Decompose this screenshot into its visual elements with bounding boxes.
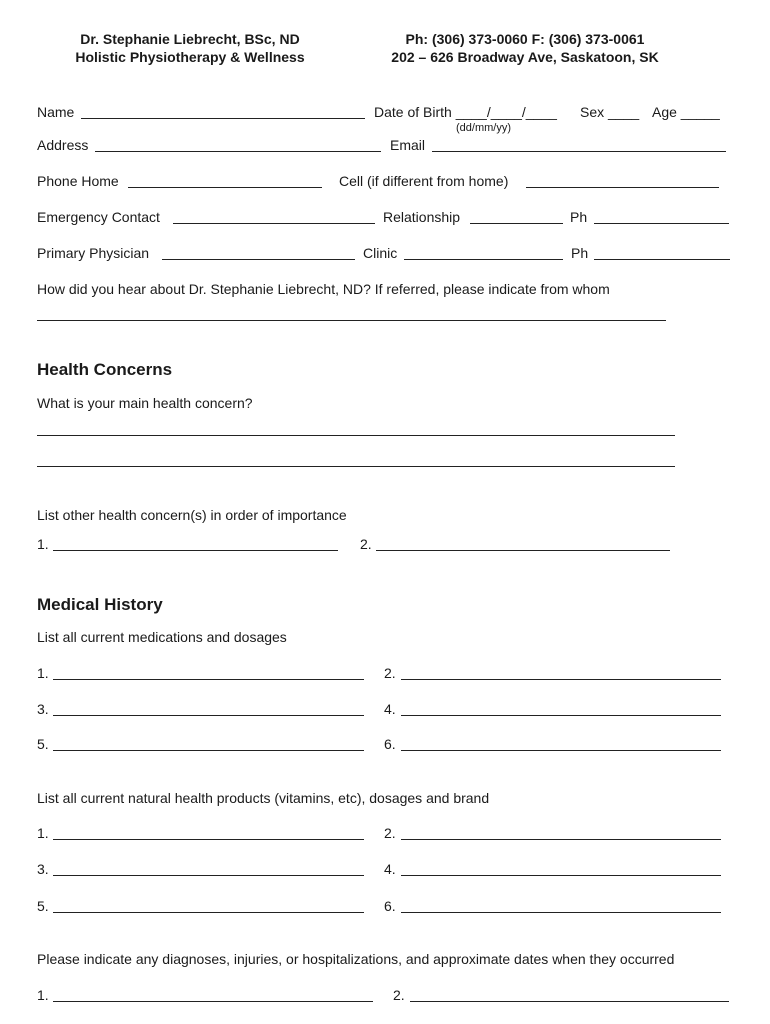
- other-concern-number-1: 1.: [37, 536, 49, 552]
- referral-question: How did you hear about Dr. Stephanie Liebrecht, ND? If referred, please indicate from whom: [37, 281, 610, 297]
- age-field[interactable]: Age _____: [652, 104, 720, 120]
- diagnosis-number-2: 2.: [393, 987, 405, 1003]
- product-field-1[interactable]: [53, 839, 364, 840]
- product-field-4[interactable]: [401, 875, 721, 876]
- doctor-name: Dr. Stephanie Liebrecht, BSc, ND: [80, 31, 300, 47]
- medication-number-6: 6.: [384, 736, 396, 752]
- medication-field-1[interactable]: [53, 679, 364, 680]
- cell-label: Cell (if different from home): [339, 173, 509, 189]
- product-field-6[interactable]: [401, 912, 721, 913]
- diagnoses-question: Please indicate any diagnoses, injuries, or hospitalizations, and approximate dates when they occurred: [37, 951, 675, 967]
- medical-history-heading: Medical History: [37, 595, 163, 614]
- relationship-label: Relationship: [383, 209, 461, 225]
- referral-field[interactable]: [37, 320, 666, 321]
- diagnosis-field-1[interactable]: [53, 1001, 373, 1002]
- product-number-1: 1.: [37, 825, 49, 841]
- medication-field-2[interactable]: [401, 679, 721, 680]
- phone-fax: Ph: (306) 373-0060 F: (306) 373-0061: [405, 31, 645, 47]
- address-label: Address: [37, 137, 89, 153]
- emergency-contact-field[interactable]: [173, 223, 375, 224]
- phone-home-field[interactable]: [128, 187, 322, 188]
- emergency-ph-field[interactable]: [594, 223, 729, 224]
- product-number-5: 5.: [37, 898, 49, 914]
- sex-field[interactable]: Sex ____: [580, 104, 640, 120]
- natural-products-question: List all current natural health products (vitamins, etc), dosages and brand: [37, 790, 490, 806]
- medication-number-4: 4.: [384, 701, 396, 717]
- main-concern-field-2[interactable]: [37, 466, 675, 467]
- diagnosis-field-2[interactable]: [410, 1001, 729, 1002]
- medication-number-5: 5.: [37, 736, 49, 752]
- product-field-5[interactable]: [53, 912, 364, 913]
- clinic-label: Clinic: [363, 245, 398, 261]
- medication-number-1: 1.: [37, 665, 49, 681]
- dob-label[interactable]: Date of Birth ____/____/____: [374, 104, 557, 120]
- primary-physician-field[interactable]: [162, 259, 355, 260]
- email-label: Email: [390, 137, 426, 153]
- name-label: Name: [37, 104, 75, 120]
- address-field[interactable]: [95, 151, 381, 152]
- medication-field-5[interactable]: [53, 750, 364, 751]
- physician-ph-label: Ph: [571, 245, 589, 261]
- cell-field[interactable]: [526, 187, 719, 188]
- emergency-ph-label: Ph: [570, 209, 588, 225]
- relationship-field[interactable]: [470, 223, 563, 224]
- clinic-address: 202 – 626 Broadway Ave, Saskatoon, SK: [391, 49, 659, 65]
- product-number-6: 6.: [384, 898, 396, 914]
- clinic-field[interactable]: [404, 259, 563, 260]
- name-field[interactable]: [81, 118, 365, 119]
- product-field-2[interactable]: [401, 839, 721, 840]
- diagnosis-number-1: 1.: [37, 987, 49, 1003]
- dob-format-hint: (dd/mm/yy): [456, 122, 511, 134]
- phone-home-label: Phone Home: [37, 173, 119, 189]
- medication-number-3: 3.: [37, 701, 49, 717]
- clinic-contact: [370, 30, 680, 66]
- product-number-2: 2.: [384, 825, 396, 841]
- primary-physician-label: Primary Physician: [37, 245, 150, 261]
- physician-ph-field[interactable]: [594, 259, 730, 260]
- medication-field-3[interactable]: [53, 715, 364, 716]
- other-concern-number-2: 2.: [360, 536, 372, 552]
- product-field-3[interactable]: [53, 875, 364, 876]
- medication-number-2: 2.: [384, 665, 396, 681]
- other-concern-field-2[interactable]: [376, 550, 670, 551]
- clinic-name: [40, 30, 340, 66]
- other-concern-field-1[interactable]: [53, 550, 338, 551]
- medication-field-4[interactable]: [401, 715, 721, 716]
- main-concern-field-1[interactable]: [37, 435, 675, 436]
- product-number-3: 3.: [37, 861, 49, 877]
- main-concern-question: What is your main health concern?: [37, 395, 253, 411]
- other-concerns-question: List other health concern(s) in order of importance: [37, 507, 347, 523]
- medication-field-6[interactable]: [401, 750, 721, 751]
- product-number-4: 4.: [384, 861, 396, 877]
- emergency-contact-label: Emergency Contact: [37, 209, 160, 225]
- health-concerns-heading: Health Concerns: [37, 360, 173, 379]
- clinic-title: Holistic Physiotherapy & Wellness: [75, 49, 305, 65]
- email-field[interactable]: [432, 151, 726, 152]
- medications-question: List all current medications and dosages: [37, 629, 287, 645]
